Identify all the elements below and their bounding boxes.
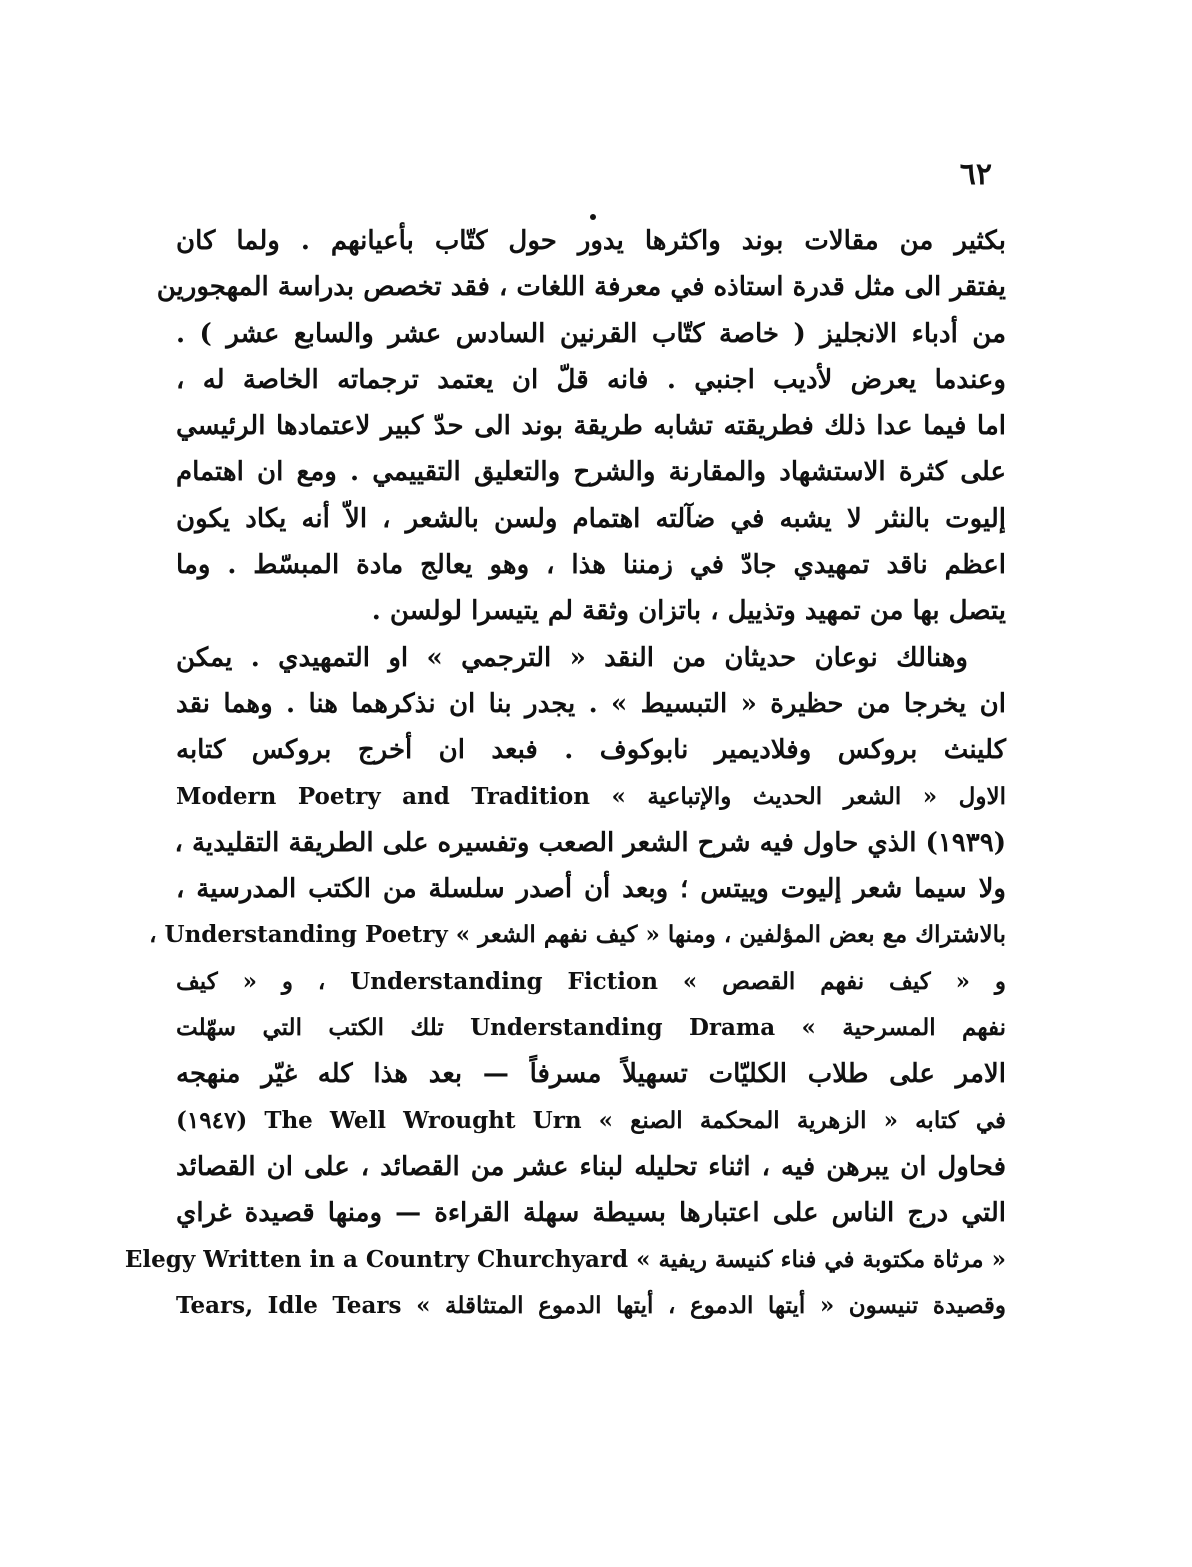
- text-line: بالاشتراك مع بعض المؤلفين ، ومنها « كيف نفهم الشعر » Understanding Poetry ،: [149, 921, 1006, 949]
- page-number: ٦٢: [959, 157, 992, 192]
- text-line: « مرثاة مكتوبة في فناء كنيسة ريفية » Elegy Written in a Country Churchyard: [124, 1245, 1006, 1273]
- text-line: يفتقر الى مثل قدرة استاذه في معرفة اللغات ، فقد تخصص بدراسة المهجورين: [156, 272, 1006, 303]
- text-line: فحاول ان يبرهن فيه ، اثناء تحليله لبناء عشر من القصائد ، على ان القصائد: [176, 1151, 1006, 1182]
- text-line: الامر على طلاب الكليّات تسهيلاً مسرفاً — بعد هذا كله غيّر منهجه: [176, 1059, 1006, 1090]
- text-line: نفهم المسرحية » Understanding Drama تلك الكتب التي سهّلت: [176, 1014, 1007, 1042]
- text-line: على كثرة الاستشهاد والمقارنة والشرح والتعليق التقييمي . ومع ان اهتمام: [176, 457, 1006, 488]
- text-line: في كتابه « الزهرية المحكمة الصنع » The Well Wrought Urn (١٩٤٧): [176, 1106, 1007, 1134]
- text-line: وعندما يعرض لأديب اجنبي . فانه قلّ ان يعتمد ترجماته الخاصة له ،: [176, 364, 1006, 395]
- text-line: من أدباء الانجليز ( خاصة كتّاب القرنين السادس عشر والسابع عشر ) .: [176, 318, 1006, 349]
- text-line: الاول « الشعر الحديث والإتباعية » Modern Poetry and Tradition: [176, 782, 1006, 810]
- text-line: بكثير من مقالات بوند واكثرها يدور حول كتّاب بأعيانهم . ولما كان: [176, 226, 1006, 256]
- text-line: و « كيف نفهم القصص » Understanding Fiction ، و « كيف: [176, 967, 1007, 995]
- text-line: وقصيدة تنيسون « أيتها الدموع ، أيتها الدموع المتثاقلة » Tears, Idle Tears: [176, 1291, 1007, 1319]
- text-line: كلينث بروكس وفلاديمير نابوكوف . فبعد ان أخرج بروكس كتابه: [176, 735, 1006, 766]
- text-line: يتصل بها من تمهيد وتذييل ، باتزان وثقة لم يتيسرا لولسن .: [371, 596, 1006, 627]
- text-line: (١٩٣٩) الذي حاول فيه شرح الشعر الصعب وتفسيره على الطريقة التقليدية ،: [174, 827, 1006, 858]
- text-line: التي درج الناس على اعتبارها بسيطة سهلة القراءة — ومنها قصيدة غراي: [176, 1198, 1006, 1229]
- text-line: وهنالك نوعان حديثان من النقد « الترجمي » او التمهيدي . يمكن: [176, 642, 968, 673]
- text-line: اما فيما عدا ذلك فطريقته تشابه طريقة بوند الى حدّ كبير لاعتمادها الرئيسي: [176, 411, 1006, 442]
- text-line: اعظم ناقد تمهيدي جادّ في زمننا هذا ، وهو يعالج مادة المبسّط . وما: [176, 550, 1006, 581]
- body-text: [124, 218, 1007, 1329]
- text-line: إليوت بالنثر لا يشبه في ضآلته اهتمام ولسن بالشعر ، الاّ أنه يكاد يكون: [176, 503, 1006, 534]
- text-line: ولا سيما شعر إليوت وييتس ؛ وبعد أن أصدر سلسلة من الكتب المدرسية ،: [176, 874, 1006, 905]
- text-line: ان يخرجا من حظيرة « التبسيط » . يجدر بنا ان نذكرهما هنا . وهما نقد: [176, 688, 1006, 719]
